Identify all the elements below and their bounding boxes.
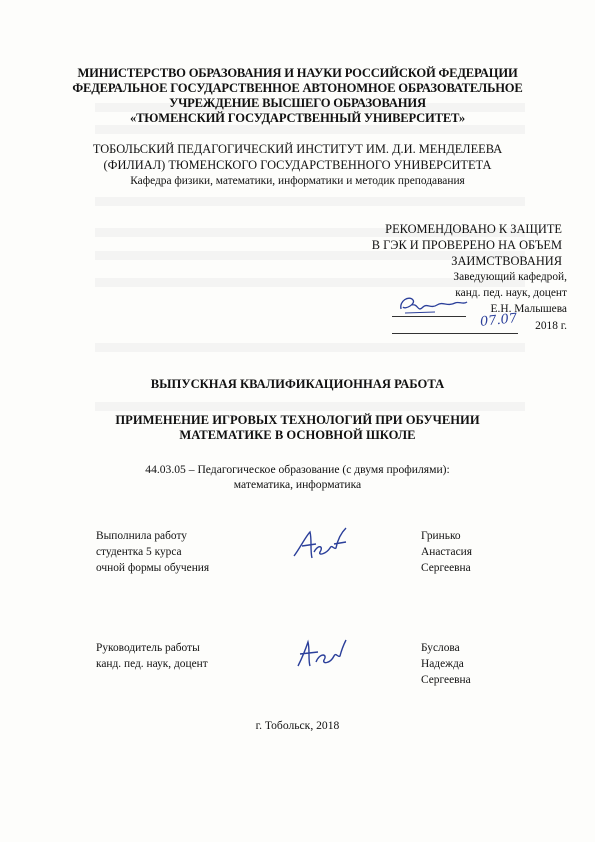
head-title: Заведующий кафедрой, xyxy=(453,271,567,283)
author-signature xyxy=(290,524,350,566)
author-name: Сергеевна xyxy=(421,562,471,574)
work-title-line: МАТЕМАТИКЕ В ОСНОВНОЙ ШКОЛЕ xyxy=(179,428,416,442)
head-signature xyxy=(395,291,469,319)
institute-line: ТОБОЛЬСКИЙ ПЕДАГОГИЧЕСКИЙ ИНСТИТУТ ИМ. Д.И. МЕНДЕЛЕЕВА xyxy=(92,142,503,156)
head-degree: канд. пед. наук, доцент xyxy=(455,287,567,299)
author-role: очной формы обучения xyxy=(96,562,210,574)
city-year: г. Тобольск, 2018 xyxy=(255,719,340,732)
ministry-line: УЧРЕЖДЕНИЕ ВЫСШЕГО ОБРАЗОВАНИЯ xyxy=(169,96,426,110)
head-name: Е.Н. Малышева xyxy=(490,303,567,315)
specialty-line: 44.03.05 – Педагогическое образование (с двумя профилями): xyxy=(145,463,450,476)
date-underline xyxy=(392,333,518,334)
supervisor-role: канд. пед. наук, доцент xyxy=(96,658,208,670)
show-through-line xyxy=(95,402,525,411)
approval-line: В ГЭК И ПРОВЕРЕНО НА ОБЪЕМ xyxy=(371,238,562,252)
date-year: 2018 г. xyxy=(535,320,567,332)
work-type: ВЫПУСКНАЯ КВАЛИФИКАЦИОННАЯ РАБОТА xyxy=(150,377,445,391)
department-line: Кафедра физики, математики, информатики и методик преподавания xyxy=(130,175,465,187)
supervisor-role: Руководитель работы xyxy=(96,642,200,654)
supervisor-name: Сергеевна xyxy=(421,674,471,686)
approval-line: ЗАИМСТВОВАНИЯ xyxy=(451,254,562,268)
author-role: студентка 5 курса xyxy=(96,546,182,558)
author-name: Анастасия xyxy=(421,546,472,558)
handwritten-date: 07.07 xyxy=(479,311,518,330)
show-through-line xyxy=(95,197,525,206)
supervisor-signature xyxy=(292,636,350,674)
specialty-line: математика, информатика xyxy=(233,478,362,491)
work-title-line: ПРИМЕНЕНИЕ ИГРОВЫХ ТЕХНОЛОГИЙ ПРИ ОБУЧЕНИИ xyxy=(115,413,480,427)
show-through-line xyxy=(95,125,525,134)
supervisor-name: Надежда xyxy=(421,658,464,670)
show-through-line xyxy=(95,343,525,352)
ministry-line: «ТЮМЕНСКИЙ ГОСУДАРСТВЕННЫЙ УНИВЕРСИТЕТ» xyxy=(129,111,466,125)
approval-line: РЕКОМЕНДОВАНО К ЗАЩИТЕ xyxy=(385,222,562,236)
ministry-line: ФЕДЕРАЛЬНОЕ ГОСУДАРСТВЕННОЕ АВТОНОМНОЕ ОБРАЗОВАТЕЛЬНОЕ xyxy=(72,81,523,95)
author-role: Выполнила работу xyxy=(96,530,187,542)
ministry-line: МИНИСТЕРСТВО ОБРАЗОВАНИЯ И НАУКИ РОССИЙСКОЙ ФЕДЕРАЦИИ xyxy=(77,66,518,80)
institute-line: (ФИЛИАЛ) ТЮМЕНСКОГО ГОСУДАРСТВЕННОГО УНИВЕРСИТЕТА xyxy=(103,158,492,172)
supervisor-name: Буслова xyxy=(421,642,460,654)
author-name: Гринько xyxy=(421,530,461,542)
